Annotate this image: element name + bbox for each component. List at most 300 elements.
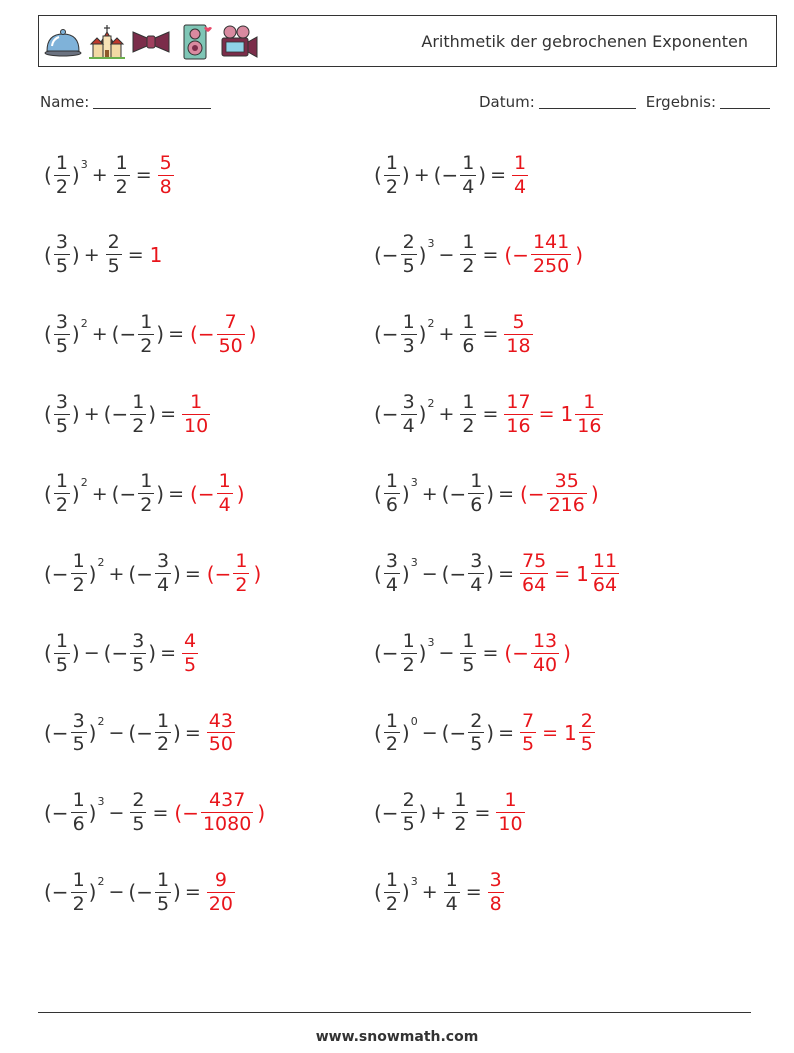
answer-operator: =	[542, 721, 559, 744]
numerator: 1	[470, 470, 483, 493]
numerator: 7	[224, 311, 237, 333]
denominator: 6	[462, 334, 475, 357]
answer-fraction	[217, 471, 233, 516]
parenthesis: (−	[128, 880, 153, 905]
denominator: 2	[115, 175, 128, 198]
date-blank[interactable]	[539, 107, 636, 109]
numerator: 3	[385, 550, 398, 573]
result-blank[interactable]	[720, 107, 770, 109]
numerator: 1	[115, 151, 128, 174]
operator: =	[184, 721, 201, 744]
numerator: 4	[184, 629, 197, 652]
answer-fraction	[182, 631, 198, 676]
denominator: 5	[132, 653, 145, 676]
numerator: 1	[156, 709, 170, 732]
numerator: 3	[489, 868, 502, 891]
parenthesis: (−	[374, 800, 399, 825]
fraction	[468, 471, 484, 516]
answer-text: 1	[564, 720, 577, 745]
answer-fraction	[207, 711, 235, 756]
denominator: 5	[580, 733, 593, 756]
denominator: 5	[462, 653, 475, 676]
numerator: 5	[159, 151, 172, 174]
denominator: 16	[577, 414, 602, 437]
answer-fraction	[531, 232, 571, 277]
operator: +	[421, 482, 438, 505]
fraction	[468, 711, 484, 756]
numerator: 5	[512, 311, 525, 333]
fraction	[130, 790, 146, 835]
denominator: 216	[548, 494, 585, 517]
denominator: 20	[208, 892, 233, 915]
fraction	[71, 551, 87, 596]
parenthesis: (−	[128, 561, 153, 586]
operator: =	[160, 642, 177, 665]
parenthesis: )	[418, 800, 427, 825]
operator: −	[83, 642, 100, 665]
exponent: 2	[97, 556, 105, 569]
denominator: 6	[385, 494, 398, 517]
numerator: 2	[470, 709, 483, 732]
numerator: 3	[72, 709, 85, 732]
answer-text: 1	[576, 561, 589, 586]
problem-item	[374, 698, 597, 768]
fraction	[401, 312, 417, 357]
denominator: 2	[462, 414, 475, 437]
fraction	[138, 312, 154, 357]
operator: −	[438, 642, 455, 665]
operator: +	[413, 164, 430, 186]
problem-item	[374, 220, 583, 290]
parenthesis: (	[44, 163, 52, 187]
answer-fraction	[531, 631, 559, 676]
answer-text: (−	[174, 800, 199, 825]
exponent: 2	[427, 396, 435, 410]
operator: +	[438, 403, 455, 426]
operator: +	[438, 323, 455, 346]
numerator: 1	[385, 709, 398, 732]
problem-item	[44, 539, 261, 609]
exponent: 3	[80, 157, 88, 171]
problem-item	[374, 857, 506, 927]
numerator: 2	[402, 789, 415, 812]
parenthesis: (−	[374, 402, 399, 427]
denominator: 4	[462, 175, 475, 198]
operator: =	[184, 562, 201, 585]
fraction	[71, 711, 87, 756]
operator: =	[135, 164, 152, 186]
answer-fraction	[207, 870, 235, 915]
answer-text: (−	[520, 481, 545, 506]
fraction	[54, 631, 70, 676]
parenthesis: )	[478, 163, 487, 187]
answer-text: (−	[504, 242, 529, 267]
fraction	[460, 631, 476, 676]
answer-fraction	[579, 711, 595, 756]
result-label: Ergebnis:	[645, 93, 716, 111]
answer-text: )	[563, 641, 571, 666]
operator: +	[108, 562, 125, 585]
parenthesis: )	[418, 242, 427, 267]
operator: +	[421, 881, 438, 904]
denominator: 2	[462, 255, 475, 278]
parenthesis: (−	[103, 641, 129, 666]
parenthesis: )	[88, 561, 97, 586]
answer-text: )	[248, 322, 257, 347]
exponent: 2	[97, 874, 105, 888]
numerator: 75	[522, 550, 547, 573]
operator: =	[482, 323, 499, 346]
denominator: 5	[55, 255, 68, 278]
fraction	[384, 551, 400, 596]
numerator: 1	[235, 550, 248, 573]
parenthesis: )	[71, 242, 80, 267]
fraction	[54, 153, 70, 198]
denominator: 5	[132, 813, 145, 836]
name-blank[interactable]	[93, 107, 211, 109]
answer-text: (−	[504, 641, 529, 666]
operator: −	[108, 801, 125, 824]
numerator: 3	[132, 629, 145, 652]
answer-text: )	[236, 481, 245, 506]
exponent: 2	[97, 715, 105, 729]
numerator: 9	[214, 868, 227, 891]
fraction	[54, 312, 70, 357]
parenthesis: (−	[374, 322, 399, 347]
denominator: 4	[156, 574, 170, 596]
fraction	[106, 232, 122, 277]
exponent: 2	[80, 316, 88, 330]
parenthesis: )	[71, 641, 80, 666]
operator: =	[490, 164, 507, 186]
answer-operator: =	[554, 562, 571, 585]
answer-fraction	[233, 551, 249, 596]
operator: =	[498, 721, 515, 744]
numerator: 1	[132, 390, 145, 413]
numerator: 3	[402, 390, 415, 413]
fraction	[401, 392, 417, 437]
exponent: 3	[410, 874, 418, 888]
parenthesis: (	[44, 481, 52, 506]
operator: =	[127, 243, 144, 266]
exponent: 3	[427, 635, 435, 649]
parenthesis: )	[418, 641, 427, 666]
name-label: Name:	[40, 93, 90, 111]
denominator: 2	[235, 574, 248, 596]
parenthesis: )	[173, 880, 181, 905]
parenthesis: (−	[44, 880, 69, 905]
numerator: 1	[72, 789, 85, 812]
answer-fraction	[182, 392, 210, 437]
fraction	[155, 870, 171, 915]
parenthesis: )	[401, 720, 410, 745]
parenthesis: (−	[374, 242, 399, 267]
numerator: 3	[55, 311, 68, 333]
problem-item	[44, 778, 265, 848]
denominator: 4	[385, 574, 398, 596]
parenthesis: )	[88, 880, 97, 905]
numerator: 1	[55, 151, 68, 174]
parenthesis: (−	[103, 402, 129, 427]
answer-fraction	[158, 153, 174, 198]
parenthesis: )	[173, 561, 181, 586]
operator: −	[421, 562, 438, 585]
fraction	[460, 312, 476, 357]
parenthesis: )	[401, 481, 410, 506]
answer-fraction	[512, 153, 528, 198]
numerator: 1	[462, 390, 475, 413]
parenthesis: )	[486, 481, 495, 506]
denominator: 6	[470, 494, 483, 517]
denominator: 5	[72, 733, 85, 756]
date-label: Datum:	[479, 93, 535, 111]
operator: =	[482, 403, 499, 426]
denominator: 64	[522, 574, 547, 596]
denominator: 2	[55, 494, 68, 517]
denominator: 5	[470, 733, 483, 756]
numerator: 1	[402, 311, 415, 333]
numerator: 2	[107, 231, 120, 254]
parenthesis: (	[374, 561, 382, 586]
numerator: 1	[462, 311, 475, 333]
fraction	[401, 631, 417, 676]
denominator: 4	[402, 414, 415, 437]
parenthesis: (	[44, 322, 52, 347]
fraction	[54, 232, 70, 277]
denominator: 16	[506, 414, 531, 437]
denominator: 8	[489, 892, 502, 915]
parenthesis: )	[418, 322, 427, 347]
parenthesis: (−	[441, 561, 467, 586]
problem-item	[44, 220, 162, 290]
parenthesis: )	[401, 163, 410, 187]
answer-text: )	[253, 561, 262, 586]
parenthesis: )	[156, 481, 165, 506]
exponent: 3	[427, 237, 435, 251]
problem-item	[374, 778, 527, 848]
answer-fraction	[488, 870, 504, 915]
numerator: 2	[580, 709, 593, 732]
answer-text: (−	[190, 481, 215, 506]
footer-url: www.snowmath.com	[315, 1029, 479, 1045]
movie-camera-icon	[219, 22, 259, 62]
answer-fraction	[520, 711, 536, 756]
denominator: 10	[184, 414, 209, 437]
fraction	[384, 471, 400, 516]
fraction	[71, 790, 87, 835]
parenthesis: (−	[44, 561, 69, 586]
answer-fraction	[504, 312, 532, 357]
fraction	[384, 870, 400, 915]
parenthesis: )	[486, 561, 495, 586]
numerator: 3	[55, 231, 68, 254]
answer-fraction	[575, 392, 603, 437]
numerator: 1	[140, 470, 153, 493]
denominator: 2	[140, 494, 153, 517]
denominator: 64	[592, 574, 618, 596]
worksheet-title: Arithmetik der gebrochenen Exponenten	[421, 32, 748, 51]
fraction	[54, 471, 70, 516]
operator: −	[108, 881, 125, 904]
operator: −	[421, 721, 438, 744]
fraction	[155, 711, 171, 756]
exponent: 2	[80, 476, 88, 490]
denominator: 5	[55, 653, 68, 676]
exponent: 0	[410, 715, 418, 729]
numerator: 3	[470, 550, 483, 573]
denominator: 2	[140, 334, 153, 357]
numerator: 43	[208, 709, 233, 732]
numerator: 141	[532, 231, 570, 254]
parenthesis: )	[401, 880, 410, 905]
answer-text: )	[257, 800, 266, 825]
name-field	[40, 93, 211, 111]
numerator: 1	[55, 470, 68, 493]
problem-item	[44, 857, 237, 927]
numerator: 1	[55, 629, 68, 652]
numerator: 1	[156, 868, 170, 891]
fraction	[130, 392, 146, 437]
cloche-icon	[43, 22, 83, 62]
parenthesis: )	[88, 720, 97, 745]
answer-text: (−	[190, 322, 215, 347]
exponent: 3	[97, 795, 105, 809]
fraction	[71, 870, 87, 915]
problem-item	[374, 140, 530, 210]
operator: =	[498, 562, 515, 585]
numerator: 1	[454, 789, 467, 812]
operator: =	[168, 482, 185, 505]
fraction	[444, 870, 460, 915]
operator: +	[83, 403, 100, 426]
numerator: 11	[592, 550, 618, 573]
operator: −	[438, 243, 455, 266]
denominator: 2	[156, 733, 170, 756]
parenthesis: (	[44, 242, 52, 267]
denominator: 4	[470, 574, 483, 596]
operator: =	[482, 642, 499, 665]
operator: +	[430, 801, 447, 824]
problem-item	[374, 379, 605, 449]
date-result-fields	[479, 93, 770, 111]
numerator: 1	[385, 151, 398, 174]
denominator: 5	[55, 414, 68, 437]
denominator: 2	[454, 813, 467, 836]
numerator: 437	[209, 789, 246, 812]
problem-item	[44, 698, 237, 768]
parenthesis: )	[401, 561, 410, 586]
numerator: 17	[506, 390, 531, 413]
parenthesis: )	[486, 720, 495, 745]
parenthesis: )	[148, 402, 157, 427]
fraction	[138, 471, 154, 516]
numerator: 7	[522, 709, 535, 732]
fraction	[460, 153, 476, 198]
parenthesis: (−	[433, 163, 459, 187]
fraction	[130, 631, 146, 676]
exponent: 3	[410, 476, 418, 490]
fraction	[155, 551, 171, 596]
denominator: 50	[208, 733, 233, 756]
problem-item	[44, 459, 245, 529]
exponent: 3	[410, 556, 418, 569]
parenthesis: (	[374, 720, 382, 745]
denominator: 4	[445, 892, 458, 915]
answer-text: (−	[206, 561, 232, 586]
operator: +	[91, 482, 108, 505]
denominator: 2	[132, 414, 145, 437]
parenthesis: )	[71, 322, 80, 347]
parenthesis: )	[418, 402, 427, 427]
numerator: 13	[532, 629, 558, 652]
answer-fraction	[496, 790, 524, 835]
numerator: 1	[462, 629, 475, 652]
problem-item	[374, 539, 621, 609]
denominator: 5	[156, 892, 170, 915]
operator: =	[184, 881, 201, 904]
parenthesis: (−	[441, 481, 467, 506]
problem-item	[44, 140, 176, 210]
fraction	[114, 153, 130, 198]
operator: +	[83, 243, 100, 266]
fraction	[401, 232, 417, 277]
numerator: 2	[402, 231, 415, 254]
denominator: 5	[107, 255, 120, 278]
fraction	[401, 790, 417, 835]
numerator: 1	[385, 868, 398, 891]
denominator: 18	[506, 334, 531, 357]
operator: +	[91, 323, 108, 346]
parenthesis: (−	[44, 720, 69, 745]
answer-fraction	[504, 392, 532, 437]
parenthesis: (−	[44, 800, 69, 825]
denominator: 6	[72, 813, 85, 836]
answer-text: 1	[560, 402, 574, 427]
numerator: 1	[190, 390, 203, 413]
answer-text: )	[590, 481, 599, 506]
operator: =	[160, 403, 177, 426]
parenthesis: (	[374, 481, 382, 506]
denominator: 2	[385, 733, 398, 756]
denominator: 5	[522, 733, 535, 756]
exponent: 2	[427, 316, 435, 330]
denominator: 5	[184, 653, 197, 676]
numerator: 1	[385, 470, 398, 493]
fraction	[460, 232, 476, 277]
fraction	[452, 790, 468, 835]
denominator: 5	[402, 813, 415, 836]
parenthesis: (−	[111, 322, 137, 347]
numerator: 1	[445, 868, 458, 891]
problem-item	[374, 459, 599, 529]
numerator: 1	[514, 151, 527, 174]
numerator: 1	[72, 550, 85, 573]
problem-item	[44, 379, 212, 449]
denominator: 3	[402, 334, 415, 357]
parenthesis: (	[374, 163, 382, 187]
church-icon	[87, 22, 127, 62]
denominator: 1080	[202, 813, 252, 836]
bow-tie-icon	[131, 22, 171, 62]
speaker-icon	[175, 22, 215, 62]
answer-text: )	[575, 242, 584, 267]
answer-fraction	[201, 790, 253, 835]
numerator: 1	[218, 470, 231, 493]
parenthesis: (−	[441, 720, 467, 745]
denominator: 10	[498, 813, 523, 836]
parenthesis: (	[44, 641, 52, 666]
footer-divider	[38, 1012, 751, 1013]
